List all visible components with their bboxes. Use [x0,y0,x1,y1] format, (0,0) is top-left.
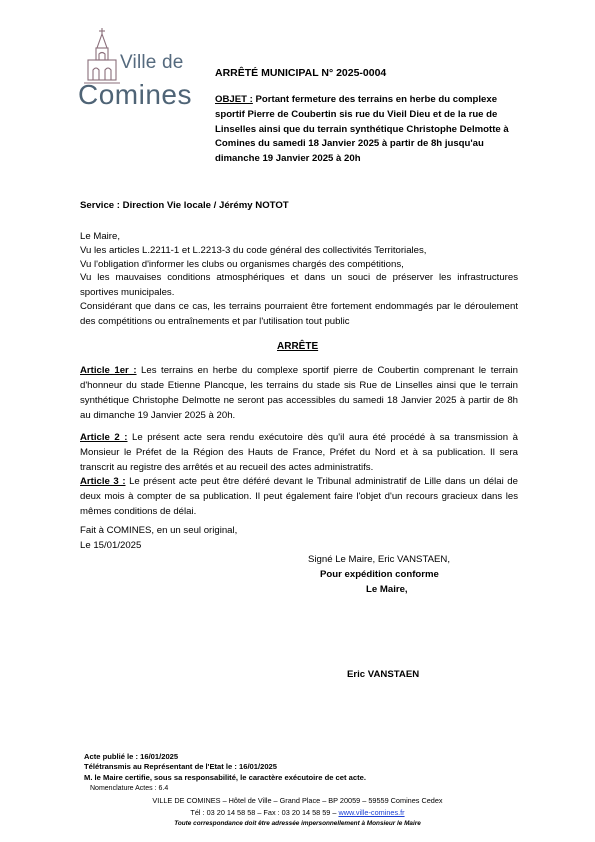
arrete-heading: ARRÊTE [277,341,319,352]
footer-tel: Tél : 03 20 14 58 58 – Fax : 03 20 14 58 59 – [190,808,337,817]
church-logo-icon [82,26,122,84]
footer-contact [0,808,595,817]
footer-certifie: M. le Maire certifie, sous sa responsabilité, le caractère exécutoire de cet acte. [84,773,366,782]
vu-obligation: Vu l'obligation d'informer les clubs ou organismes chargés des compétitions, [80,259,404,270]
vu-conditions: Vu les mauvaises conditions atmosphériques et dans un souci de préserver les infrastructures sportives municipales. [80,272,518,298]
article-2-text: Le présent acte sera rendu exécutoire dès qu'il aura été procédé à sa transmission à Monsieur le Préfet de la Région des Hauts de France, Préfet du Nord et à sa publication. Il sera transcrit au registre des arrêtés et au recueil des actes administratifs. [80,432,518,473]
arrete-title: ARRÊTÉ MUNICIPAL N° 2025-0004 [215,67,387,79]
signature-signe: Signé Le Maire, Eric VANSTAEN, [308,554,450,565]
article-2 [80,431,518,476]
article-1 [80,364,518,424]
vu-articles: Vu les articles L.2211-1 et L.2213-3 du code général des collectivités Territoriales, [80,245,427,256]
article-3 [80,475,518,520]
considerant: Considérant que dans ce cas, les terrains pourraient être fortement endommagés par le déroulement des compétitions ou entraînements et par l'utilisation tout public [80,301,518,327]
fait-a-comines: Fait à COMINES, en un seul original, [80,525,238,536]
footer-correspondance: Toute correspondance doit être adressée impersonnellement à Monsieur le Maire [174,820,421,827]
closing-date: Le 15/01/2025 [80,540,142,551]
le-maire-heading: Le Maire, [80,231,120,242]
article-3-text: Le présent acte peut être déféré devant le Tribunal administratif de Lille dans un délai de deux mois à compter de sa publication. Il peut également faire l'objet d'un recours gracieux dans les mêmes conditions de délai. [80,476,518,517]
footer-address: VILLE DE COMINES – Hôtel de Ville – Grand Place – BP 20059 – 59559 Comines Cedex [152,796,443,805]
article-2-label: Article 2 : [80,432,128,443]
footer-teletransmis: Télétransmis au Représentant de l'Etat le : 16/01/2025 [84,762,277,771]
article-1-text: Les terrains en herbe du complexe sportif pierre de Coubertin comprenant le terrain d'honneur du stade Etienne Plancque, les terrains du stade sis Rue de Linselles ainsi que le terrain synthétique Christophe Delmotte ne seront pas accessibles du samedi 18 Janvier 2025 à partir de 8h au dimanche 19 Janvier 2025 à 20h. [80,365,518,421]
objet-label: OBJET : [215,94,253,105]
objet-block [215,93,520,167]
service-line: Service : Direction Vie locale / Jérémy NOTOT [80,200,289,211]
signature-pour-expedition: Pour expédition conforme [320,569,439,580]
signature-le-maire: Le Maire, [366,584,408,595]
footer-website-link[interactable]: www.ville-comines.fr [338,808,405,817]
signature-name: Eric VANSTAEN [347,669,420,680]
article-1-label: Article 1er : [80,365,137,376]
footer-nomenclature: Nomenclature Actes : 6.4 [90,785,169,792]
footer-publie: Acte publié le : 16/01/2025 [84,752,179,761]
logo-comines: Comines [78,79,192,110]
objet-text: Portant fermeture des terrains en herbe du complexe sportif Pierre de Coubertin sis rue du Vieil Dieu et de la rue de Linselles ainsi que du terrain synthétique Christophe Delmotte à Comines du samedi 18 Janvier 2025 à partir de 8h jusqu'au dimanche 19 Janvier 2025 à 20h [215,94,509,165]
article-3-label: Article 3 : [80,476,126,487]
logo-ville-de: Ville de [120,52,184,73]
